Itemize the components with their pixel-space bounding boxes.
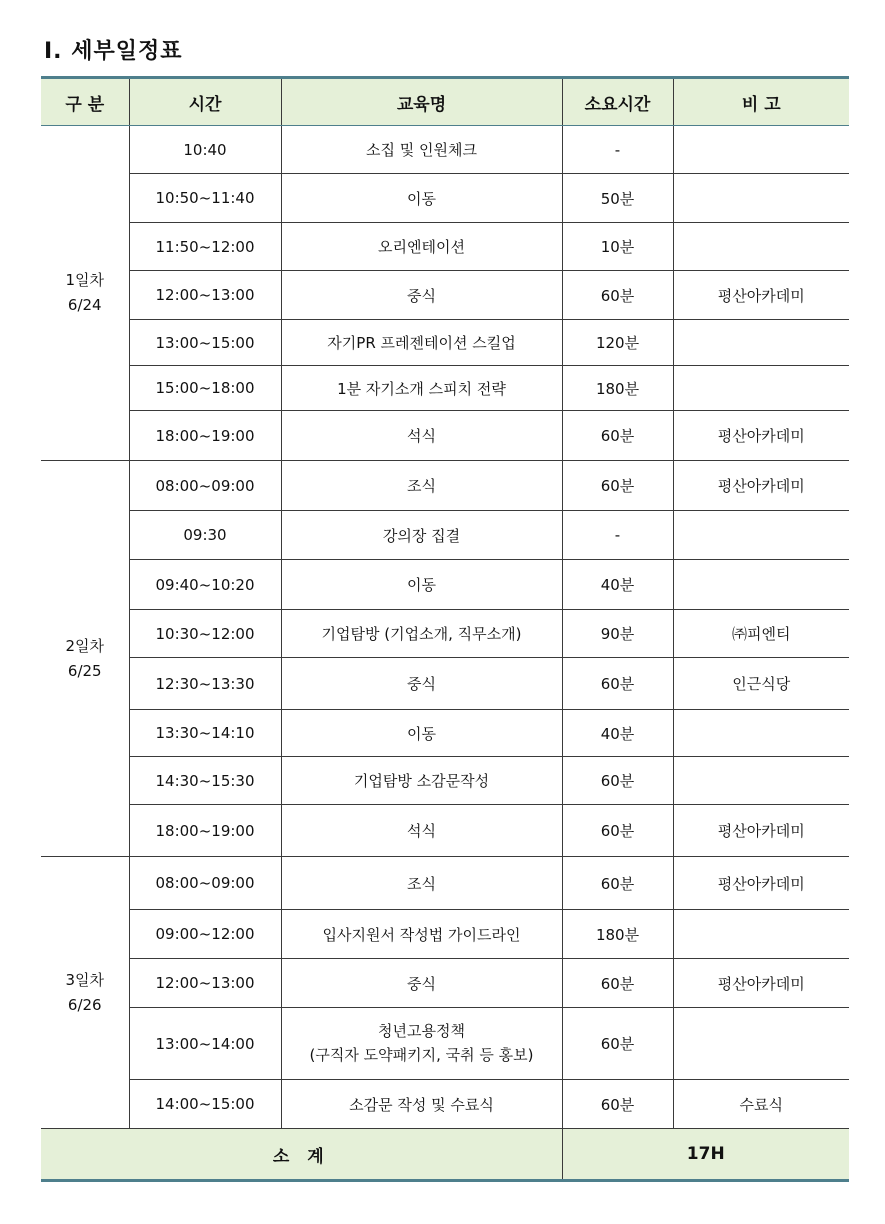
day-label: 1일차 [65,271,105,290]
table-row [41,271,849,320]
header-note: 비 고 [673,78,849,126]
course-name-cell: 1분 자기소개 스피치 전략 [281,366,562,411]
table-row [41,805,849,857]
course-name-cell: 석식 [281,411,562,461]
note-cell [673,174,849,223]
day-label: 2일차 [65,636,105,655]
course-name-cell: 자기PR 프레젠테이션 스킬업 [281,320,562,366]
note-cell: 평산아카데미 [673,805,849,857]
time-cell: 15:00~18:00 [129,366,281,411]
note-cell [673,366,849,411]
table-row [41,411,849,461]
note-cell [673,710,849,757]
day-date: 6/24 [67,296,102,314]
time-cell: 13:00~14:00 [129,1008,281,1080]
course-name-cell: 석식 [281,805,562,857]
course-name-cell [281,1008,562,1080]
duration-cell: 50분 [562,174,673,223]
duration-cell: 60분 [562,757,673,805]
time-cell: 14:30~15:30 [129,757,281,805]
note-cell [673,320,849,366]
course-name-cell: 소집 및 인원체크 [281,126,562,174]
total-row [41,1129,849,1181]
note-cell: 평산아카데미 [673,461,849,511]
note-cell [673,126,849,174]
table-row [41,461,849,511]
table-row [41,126,849,174]
table-row [41,560,849,610]
table-row [41,223,849,271]
day-date: 6/26 [67,995,102,1014]
time-cell: 09:00~12:00 [129,910,281,959]
note-cell [673,910,849,959]
duration-cell: 90분 [562,610,673,658]
course-name-cell: 조식 [281,857,562,910]
time-cell: 18:00~19:00 [129,411,281,461]
note-cell: 평산아카데미 [673,411,849,461]
course-name-cell: 오리엔테이션 [281,223,562,271]
table-row [41,174,849,223]
page-title: Ⅰ. 세부일정표 [44,39,183,64]
note-cell: 평산아카데미 [673,271,849,320]
time-cell: 10:40 [129,126,281,174]
table-row [41,658,849,710]
total-label: 소 계 [41,1129,562,1181]
header-division: 구 분 [41,78,129,126]
note-cell [673,223,849,271]
note-cell: 평산아카데미 [673,959,849,1008]
time-cell: 12:00~13:00 [129,959,281,1008]
duration-cell: 60분 [562,271,673,320]
time-cell: 08:00~09:00 [129,857,281,910]
duration-cell: - [562,511,673,560]
duration-cell: 60분 [562,1008,673,1080]
note-cell: ㈜피엔티 [673,610,849,658]
header-row [41,78,849,126]
time-cell: 12:30~13:30 [129,658,281,710]
table-row [41,910,849,959]
note-cell: 수료식 [673,1080,849,1129]
course-name-line: (구직자 도약패키지, 국취 등 홍보) [309,1045,534,1064]
course-name-cell: 이동 [281,174,562,223]
note-cell: 인근식당 [673,658,849,710]
time-cell: 11:50~12:00 [129,223,281,271]
time-cell: 08:00~09:00 [129,461,281,511]
table-row [41,610,849,658]
course-name-cell: 중식 [281,658,562,710]
duration-cell: - [562,126,673,174]
table-row [41,320,849,366]
note-cell [673,511,849,560]
course-name-cell: 강의장 집결 [281,511,562,560]
table-row [41,366,849,411]
day-label: 3일차 [65,970,105,989]
table-row [41,1008,849,1080]
course-name-cell: 이동 [281,560,562,610]
course-name-cell: 조식 [281,461,562,511]
time-cell: 09:30 [129,511,281,560]
time-cell: 10:50~11:40 [129,174,281,223]
duration-cell: 60분 [562,411,673,461]
time-cell: 14:00~15:00 [129,1080,281,1129]
course-name-cell: 소감문 작성 및 수료식 [281,1080,562,1129]
course-name-cell: 입사지원서 작성법 가이드라인 [281,910,562,959]
header-course-name: 교육명 [281,78,562,126]
course-name-cell: 기업탐방 (기업소개, 직무소개) [281,610,562,658]
table-row [41,511,849,560]
day-cell [41,461,129,857]
time-cell: 09:40~10:20 [129,560,281,610]
course-name-cell: 기업탐방 소감문작성 [281,757,562,805]
duration-cell: 180분 [562,910,673,959]
time-cell: 18:00~19:00 [129,805,281,857]
day-date: 6/25 [67,661,102,680]
note-cell [673,1008,849,1080]
duration-cell: 120분 [562,320,673,366]
day-cell [41,857,129,1129]
course-name-cell: 중식 [281,959,562,1008]
note-cell [673,560,849,610]
note-cell: 평산아카데미 [673,857,849,910]
header-time: 시간 [129,78,281,126]
duration-cell: 60분 [562,658,673,710]
time-cell: 13:00~15:00 [129,320,281,366]
time-cell: 13:30~14:10 [129,710,281,757]
schedule-table [41,76,849,1182]
day-cell [41,126,129,461]
duration-cell: 60분 [562,805,673,857]
duration-cell: 60분 [562,857,673,910]
duration-cell: 60분 [562,959,673,1008]
time-cell: 10:30~12:00 [129,610,281,658]
course-name-cell: 이동 [281,710,562,757]
duration-cell: 60분 [562,461,673,511]
table-row [41,959,849,1008]
table-row [41,1080,849,1129]
duration-cell: 60분 [562,1080,673,1129]
duration-cell: 180분 [562,366,673,411]
duration-cell: 40분 [562,710,673,757]
table-row [41,857,849,910]
duration-cell: 10분 [562,223,673,271]
table-row [41,757,849,805]
course-name-line: 청년고용정책 [378,1022,465,1041]
total-value: 17H [562,1129,849,1181]
duration-cell: 40분 [562,560,673,610]
header-duration: 소요시간 [562,78,673,126]
course-name-cell: 중식 [281,271,562,320]
time-cell: 12:00~13:00 [129,271,281,320]
table-row [41,710,849,757]
note-cell [673,757,849,805]
